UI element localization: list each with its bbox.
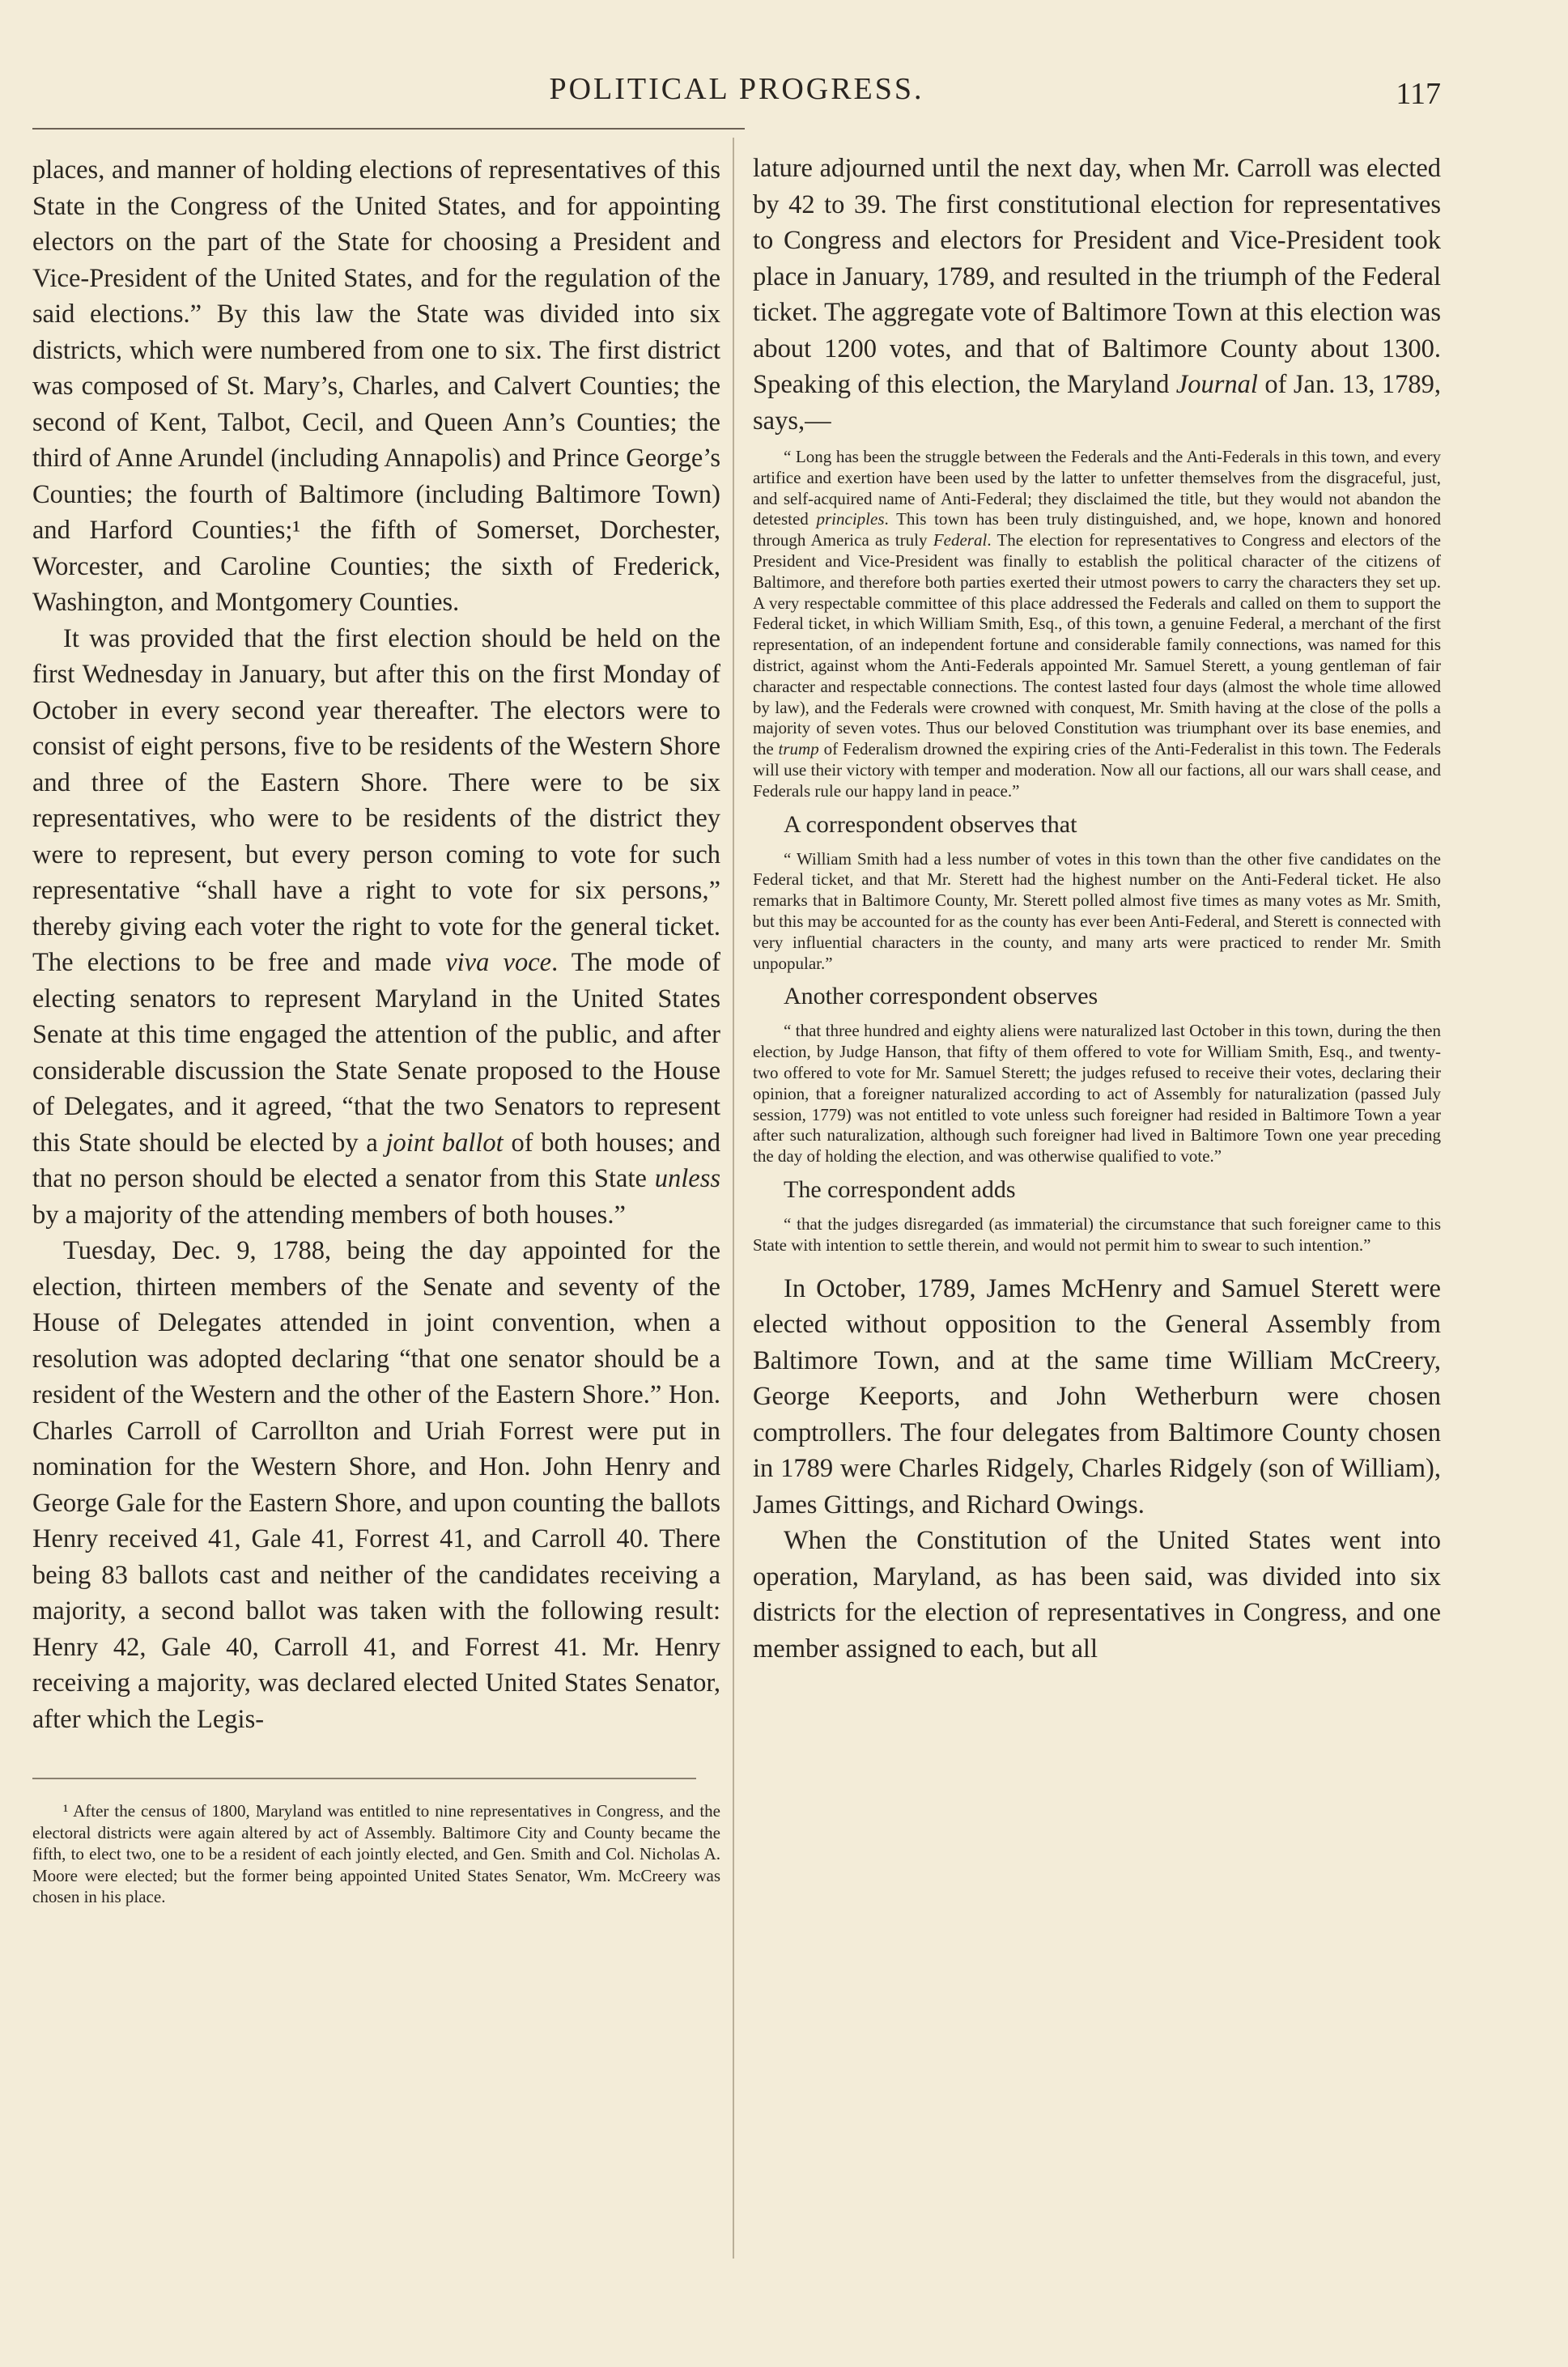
lead-in-correspondent: A correspondent observes that (784, 810, 1077, 838)
quote-journal-text-c: . The election for representatives to Congress and electors of the President and Vice-President was finally to establish the political character of the citizens of Baltimore, and therefore both parties exerted their utmost powers to carry the characters they set up. A very respectable committee of this place addressed the Federals and called on them to support the Federal ticket, in which William Smith, Esq., of this town, a genuine Federal, a merchant of the first representation, of an independent fortune and considerable family connections, was named for this district, against whom the Anti-Federals appointed Mr. Samuel Sterett, a young gentleman of fair character and respectable connections. The contest lasted four days (almost the whole time allowed by law), and the Federals were crowned with conquest, Mr. Smith having at the close of the polls a majority of seven votes. Thus our beloved Constitution was triumphant over its base enemies, and the (753, 530, 1441, 759)
left-paragraph-2 (32, 621, 720, 1234)
left-p2-text-c: of both houses; and that no person should be elected a senator from this State (32, 1128, 720, 1193)
quote-journal (753, 447, 1441, 802)
left-p2-text-d: by a majority of the attending members of both houses.” (32, 1200, 626, 1230)
right-p1-text-a: lature adjourned until the next day, when Mr. Carroll was elected by 42 to 39. The first constitutional election for representatives to Congress and electors for President and Vice-President took place in January, 1789, and resulted in the triumph of the Federal ticket. The aggregate vote of Baltimore Town at this election was about 1200 votes, and that of Baltimore County about 1300. Speaking of this election, the Maryland (753, 154, 1441, 399)
right-column (753, 151, 1441, 1667)
left-p2-joint-ballot: joint ballot (385, 1128, 504, 1158)
lead-in-correspondent-adds: The correspondent adds (784, 1175, 1016, 1203)
quote-correspondent: “ William Smith had a less number of votes in this town than the other five candidates on the Federal ticket, and that Mr. Sterett had the highest number on the Anti-Federal ticket. He also remarks that in Baltimore County, Mr. Sterett polled almost five times as many votes as Mr. Smith, but this may be accounted for as the county has ever been Anti-Federal, and Sterett is connected with very influential characters in the county, and many arts were practiced to render Mr. Smith unpopular.” (753, 848, 1441, 973)
left-paragraph-3: Tuesday, Dec. 9, 1788, being the day appointed for the election, thirteen members of the Senate and seventy of the House of Delegates attended in joint convention, when a resolution was adopted declaring “that one senator should be a resident of the Western and the other of the Eastern Shore.” Hon. Charles Carroll of Carrollton and Uriah Forrest were put in nomination for the Western Shore, and Hon. John Henry and George Gale for the Eastern Shore, and upon counting the ballots Henry received 41, Gale 41, Forrest 41, and Carroll 40. There being 83 ballots cast and neither of the candidates receiving a majority, a second ballot was taken with the following result: Henry 42, Gale 40, Carroll 41, and Forrest 41. Mr. Henry receiving a majority, was declared elected United States Senator, after which the Legis- (32, 1236, 720, 1734)
quote-correspondent-adds: “ that the judges disregarded (as immaterial) the circumstance that such foreigner came to this State with intention to settle therein, and would not permit him to swear to such intention.” (753, 1213, 1441, 1255)
right-p1-journal: Journal (1175, 370, 1258, 399)
quote-journal-principles: principles (816, 509, 885, 529)
footnote-rule (32, 1778, 696, 1779)
header-rule (32, 128, 745, 130)
footnote: ¹ After the census of 1800, Maryland was entitled to nine representatives in Congress, and the electoral districts were again altered by act of Assembly. Baltimore City and County became the fifth, to elect two, one to be a resident of each jointly elected, and Gen. Smith and Col. Nicholas A. Moore were elected; but the former being appointed United States Senator, Wm. McCreery was chosen in his place. (32, 1801, 720, 1906)
left-p2-text-b: . The mode of electing senators to represent Maryland in the United States Senate at this time engaged the attention of the public, and after considerable discussion the State Senate proposed to the House of Delegates, and it agreed, “that the two Senators to represent this State should be elected by a (32, 948, 721, 1158)
quote-another-correspondent: “ that three hundred and eighty aliens were naturalized last October in this town, during the then election, by Judge Hanson, that fifty of them offered to vote for William Smith, Esq., and twenty-two offered to vote for Mr. Samuel Sterett; the judges refused to receive their votes, declaring their opinion, that a foreigner naturalized according to act of Assembly for naturalization (passed July session, 1779) was not entitled to vote unless such foreigner had resided in Baltimore Town a year after such naturalization, although such foreigner had lived in Baltimore Town one year preceding the day of holding the election, and was otherwise qualified to vote.” (753, 1021, 1441, 1167)
right-p1-text-b: of Jan. 13, 1789, says,— (753, 370, 1441, 436)
lead-in-another-correspondent: Another correspondent observes (784, 983, 1098, 1010)
right-paragraph-1 (753, 151, 1441, 439)
quote-journal-text-d: of Federalism drowned the expiring cries of the Anti-Federalist in this town. The Federals will use their victory with temper and moderation. Now all our factions, all our wars shall cease, and Federals rule our happy land in peace.” (753, 739, 1441, 801)
left-column (32, 152, 720, 1908)
column-divider (733, 138, 734, 2259)
quote-journal-federal: Federal (933, 530, 988, 550)
left-p2-text-a: It was provided that the first election should be held on the first Wednesday in January, but after this on the first Monday of October in every second year thereafter. The electors were to consist of eight persons, five to be residents of the Western Shore and three of the Eastern Shore. There were to be six representatives, who were to be residents of the district they were to represent, but every person coming to vote for such representative “shall have a right to vote for six persons,” thereby giving each voter the right to vote for the general ticket. The elections to be free and made (32, 623, 720, 977)
right-paragraph-3: When the Constitution of the United States went into operation, Maryland, as has been said, was divided into six districts for the election of representatives in Congress, and one member assigned to each, but all (753, 1526, 1441, 1664)
right-paragraph-2: In October, 1789, James McHenry and Samuel Sterett were elected without opposition to the General Assembly from Baltimore Town, and at the same time William McCreery, George Keeports, and John Wetherburn were chosen comptrollers. The four delegates from Baltimore County chosen in 1789 were Charles Ridgely, Charles Ridgely (son of William), James Gittings, and Richard Owings. (753, 1273, 1441, 1519)
running-title: POLITICAL PROGRESS. (549, 72, 924, 106)
left-p2-viva-voce: viva voce (445, 948, 552, 977)
page-header (32, 71, 1441, 120)
left-p2-unless: unless (654, 1164, 720, 1193)
quote-journal-text-b: . This town has been truly distinguished, and, we hope, known and honored through America as truly (753, 509, 1441, 550)
quote-journal-text-a: “ Long has been the struggle between the Federals and the Anti-Federals in this town, and every artifice and exertion have been used by the latter to unfetter themselves from the disgraceful, just, and self-acquired name of Anti-Federal; they disclaimed the title, but they would not abandon the detested (753, 447, 1441, 529)
quote-journal-trump: trump (778, 739, 819, 759)
left-paragraph-1: places, and manner of holding elections of representatives of this State in the Congress of the United States, and for appointing electors on the part of the State for choosing a President and Vice-President of the United States, and for the regulation of the said elections.” By this law the State was divided into six districts, which were numbered from one to six. The first district was composed of St. Mary’s, Charles, and Calvert Counties; the second of Kent, Talbot, Cecil, and Queen Ann’s Counties; the third of Anne Arundel (including Annapolis) and Prince George’s Counties; the fourth of Baltimore (including Baltimore Town) and Harford Counties;¹ the fifth of Somerset, Dorchester, Worcester, and Caroline Counties; the sixth of Frederick, Washington, and Montgomery Counties. (32, 155, 720, 617)
page-number: 117 (1396, 77, 1441, 111)
